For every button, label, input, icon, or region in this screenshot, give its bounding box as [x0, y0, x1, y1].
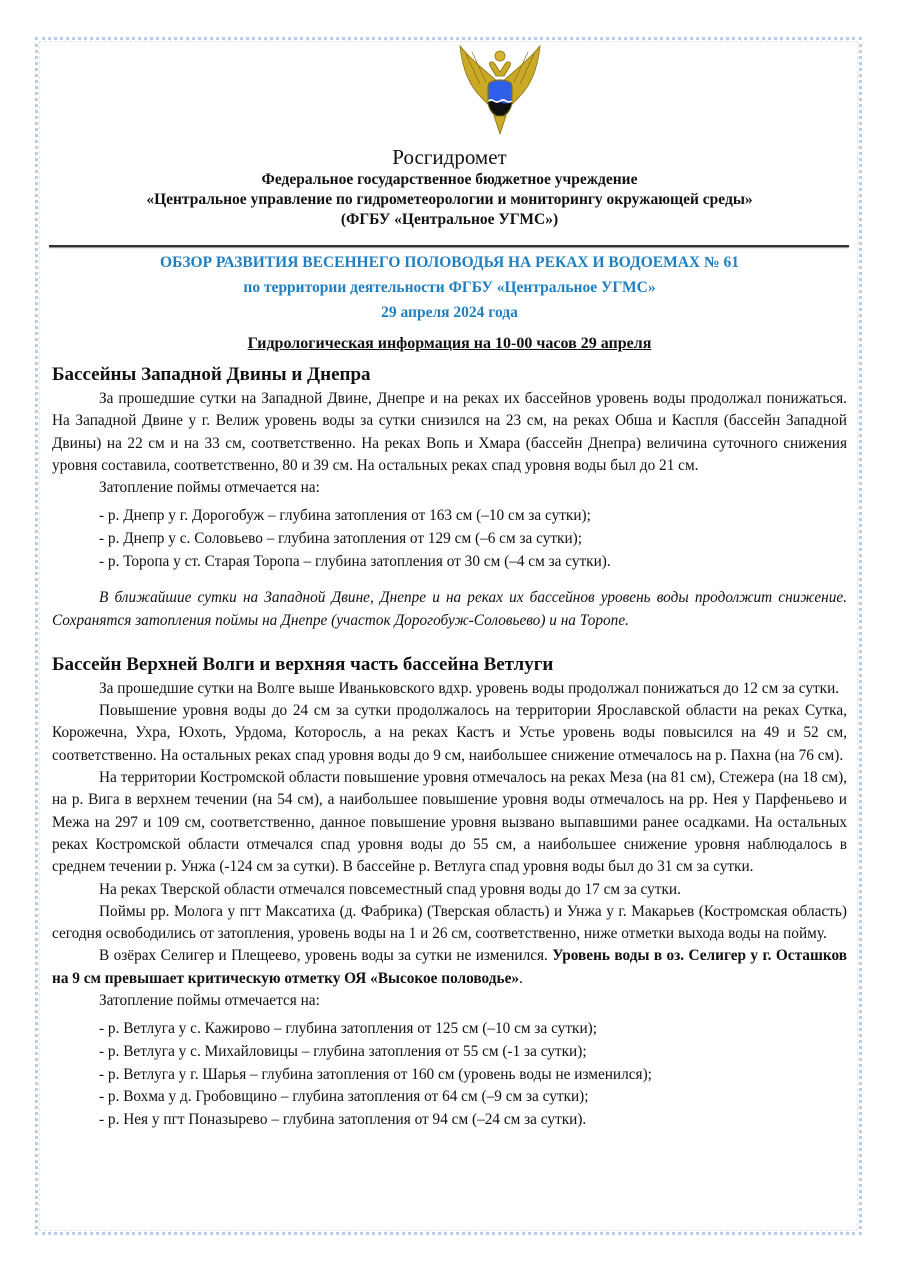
org-line-1: Федеральное государственное бюджетное учреждение: [261, 171, 638, 188]
paragraph: Поймы рр. Молога у пгт Максатиха (д. Фабрика) (Тверская область) и Унжа у г. Макарьев (Костромская область) сегодня освободились от затопления, уровень воды на 1 и 26 см, соответственно, ниже отметки выхода воды на пойму.: [52, 902, 847, 943]
header-divider: [49, 245, 849, 247]
paragraph: На реках Тверской области отмечался повсеместный спад уровня воды до 17 см за сутки.: [99, 880, 681, 898]
report-title-line-1: ОБЗОР РАЗВИТИЯ ВЕСЕННЕГО ПОЛОВОДЬЯ НА РЕКАХ И ВОДОЕМАХ № 61: [160, 254, 739, 271]
flood-intro: Затопление поймы отмечается на:: [99, 992, 320, 1010]
paragraph: Затопление поймы отмечается на:: [99, 479, 320, 497]
hydrological-info-subheading: Гидрологическая информация на 10-00 часов 29 апреля: [247, 335, 652, 352]
flood-list-item: - р. Ветлуга у г. Шарья – глубина затопления от 160 см (уровень воды не изменился);: [99, 1065, 652, 1083]
report-title-line-2: по территории деятельности ФГБУ «Центральное УГМС»: [243, 279, 656, 296]
flood-list-item: - р. Ветлуга у с. Кажирово – глубина затопления от 125 см (–10 см за сутки);: [99, 1020, 597, 1038]
flood-list-item: - р. Нея у пгт Поназырево – глубина затопления от 94 см (–24 см за сутки).: [99, 1110, 587, 1128]
flood-list-item: - р. Торопа у ст. Старая Торопа – глубина затопления от 30 см (–4 см за сутки).: [99, 552, 611, 570]
flood-list-item: - р. Ветлуга у с. Михайловицы – глубина затопления от 55 см (-1 за сутки);: [99, 1042, 587, 1060]
flood-list-item: - р. Днепр у г. Дорогобуж – глубина затопления от 163 см (–10 см за сутки);: [99, 507, 591, 525]
paragraph: За прошедшие сутки на Волге выше Иваньковского вдхр. уровень воды продолжал понижаться до 12 см за сутки.: [99, 679, 840, 697]
paragraph: Повышение уровня воды до 24 см за сутки продолжалось на территории Ярославской области на реках Сутка, Корожечна, Ухра, Юхоть, Урдома, Которосль, а на реках Кастъ и Устье уровень воды повысился на 49 и 52 см, соответственно. На остальных реках спад уровня воды до 9 см, наибольшее снижение отмечалось на р. Пахна (на 76 см).: [52, 702, 847, 764]
report-body: [52, 362, 847, 1131]
org-line-2: «Центральное управление по гидрометеорологии и мониторингу окружающей среды»: [146, 191, 753, 208]
organization-header: [52, 144, 847, 230]
report-date: 29 апреля 2024 года: [381, 304, 518, 321]
flood-list: [52, 505, 847, 573]
lakes-paragraph: [52, 945, 847, 990]
section-upper-volga-vetluga: [52, 652, 847, 1131]
paragraph: На территории Костромской области повышение уровня отмечалось на реках Меза (на 81 см), Стежера (на 18 см), на р. Вига в верхнем течении (на 54 см), а наибольшее повышение уровня воды отмечалось на рр. Нея у Парфеньево и Межа на 297 и 109 см, соответственно, данное повышение уровня вызвано выпавшими ранее осадками. На остальных реках Костромской области отмечался спад уровня воды до 55 см, а наибольшее снижение уровня наблюдалось в среднем течении р. Унжа (-124 см за сутки). В бассейне р. Ветлуга спад уровня воды был до 31 см за сутки.: [52, 769, 847, 876]
lakes-end: .: [519, 969, 523, 987]
flood-list-item: - р. Вохма у д. Гробовщино – глубина затопления от 64 см (–9 см за сутки);: [99, 1088, 589, 1106]
flood-list: [52, 1018, 847, 1131]
forecast-paragraph: В ближайшие сутки на Западной Двине, Днепре и на реках их бассейнов уровень воды продолжит снижение. Сохранятся затопления поймы на Днепре (участок Дорогобуж-Соловьево) и на Торопе.: [52, 589, 847, 629]
paragraph: За прошедшие сутки на Западной Двине, Днепре и на реках их бассейнов уровень воды продолжал понижаться. На Западной Двине у г. Велиж уровень воды за сутки снизился на 23 см, на реках Обша и Каспля (бассейн Западной Двины) на 22 см и на 33 см, соответственно. На реках Вопь и Хмара (бассейн Днепра) величина суточного снижения уровня составила, соответственно, 80 и 39 см. На остальных реках спад уровня воды был до 21 см.: [52, 390, 847, 474]
eagle-emblem-icon: [450, 44, 550, 136]
section-heading: Бассейн Верхней Волги и верхняя часть бассейна Ветлуги: [52, 653, 554, 675]
report-title: [52, 250, 847, 325]
section-heading: Бассейны Западной Двины и Днепра: [52, 364, 371, 385]
flood-list-item: - р. Днепр у с. Соловьево – глубина затопления от 129 см (–6 см за сутки);: [99, 530, 583, 548]
section-western-dvina-dnieper: [52, 362, 847, 632]
critical-level-warning: Уровень воды в оз. Селигер у г. Осташков на 9 см превышает критическую отметку ОЯ «Высокое половодье»: [52, 947, 848, 987]
org-line-3: (ФГБУ «Центральное УГМС»): [340, 211, 559, 228]
agency-name: Росгидромет: [392, 145, 507, 169]
lakes-text: В озёрах Селигер и Плещеево, уровень воды за сутки не изменился.: [99, 947, 553, 965]
